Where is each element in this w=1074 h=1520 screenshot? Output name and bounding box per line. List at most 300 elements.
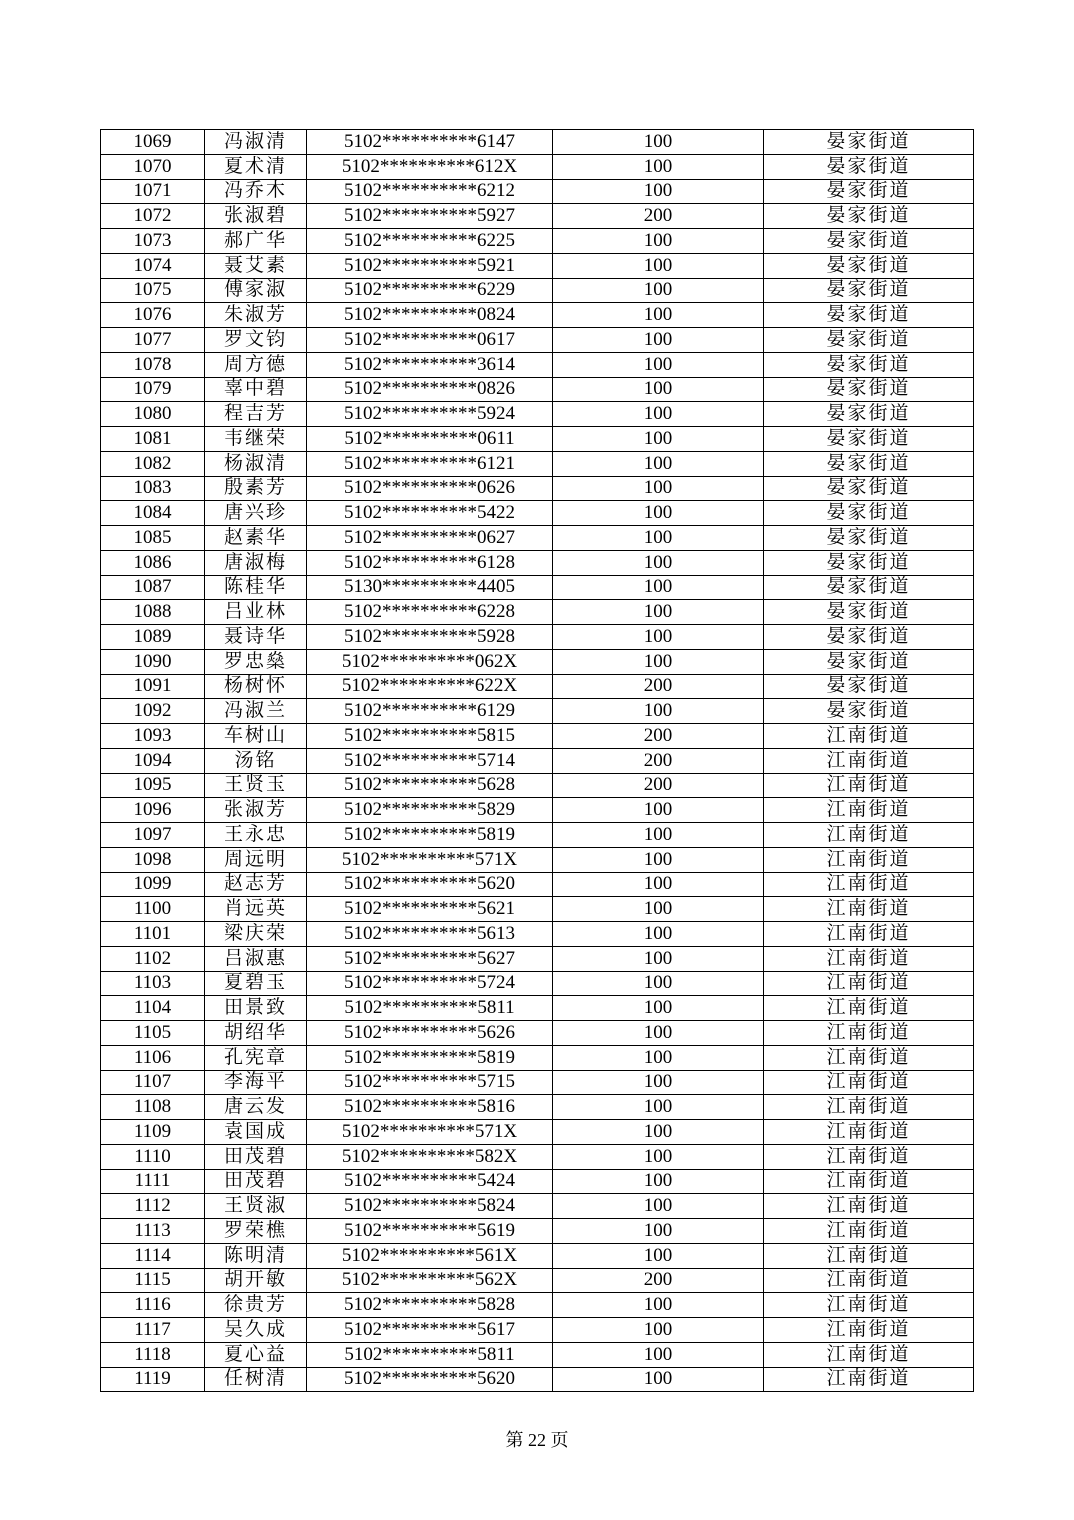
- index-cell: 1084: [101, 501, 205, 526]
- name-cell: 冯乔木: [205, 179, 307, 204]
- amount-cell: 100: [553, 303, 764, 328]
- id-number-cell: 5102**********5627: [307, 946, 553, 971]
- street-cell: 江南街道: [764, 922, 974, 947]
- table-row: [101, 204, 974, 229]
- amount-cell: 100: [553, 971, 764, 996]
- street-cell: 晏家街道: [764, 476, 974, 501]
- name-cell: 杨树怀: [205, 674, 307, 699]
- street-cell: 江南街道: [764, 847, 974, 872]
- street-cell: 江南街道: [764, 1169, 974, 1194]
- id-number-cell: 5102**********0626: [307, 476, 553, 501]
- data-table: [100, 129, 974, 1392]
- street-cell: 晏家街道: [764, 674, 974, 699]
- id-number-cell: 5102**********561X: [307, 1243, 553, 1268]
- table-body: [101, 130, 974, 1392]
- name-cell: 赵志芳: [205, 872, 307, 897]
- name-cell: 吴久成: [205, 1318, 307, 1343]
- street-cell: 晏家街道: [764, 625, 974, 650]
- table-row: [101, 724, 974, 749]
- id-number-cell: 5102**********5921: [307, 253, 553, 278]
- name-cell: 陈明清: [205, 1243, 307, 1268]
- table-row: [101, 1144, 974, 1169]
- index-cell: 1106: [101, 1045, 205, 1070]
- table-row: [101, 971, 974, 996]
- index-cell: 1108: [101, 1095, 205, 1120]
- id-number-cell: 5102**********6128: [307, 550, 553, 575]
- index-cell: 1091: [101, 674, 205, 699]
- name-cell: 朱淑芳: [205, 303, 307, 328]
- amount-cell: 100: [553, 922, 764, 947]
- name-cell: 程吉芳: [205, 402, 307, 427]
- id-number-cell: 5102**********6212: [307, 179, 553, 204]
- amount-cell: 100: [553, 278, 764, 303]
- street-cell: 晏家街道: [764, 328, 974, 353]
- id-number-cell: 5102**********5819: [307, 1045, 553, 1070]
- name-cell: 袁国成: [205, 1120, 307, 1145]
- name-cell: 夏碧玉: [205, 971, 307, 996]
- amount-cell: 100: [553, 897, 764, 922]
- street-cell: 江南街道: [764, 1318, 974, 1343]
- name-cell: 夏心益: [205, 1342, 307, 1367]
- id-number-cell: 5102**********6121: [307, 451, 553, 476]
- table-row: [101, 1219, 974, 1244]
- street-cell: 晏家街道: [764, 130, 974, 155]
- street-cell: 江南街道: [764, 724, 974, 749]
- amount-cell: 100: [553, 1194, 764, 1219]
- id-number-cell: 5102**********5927: [307, 204, 553, 229]
- id-number-cell: 5102**********5613: [307, 922, 553, 947]
- id-number-cell: 5102**********0824: [307, 303, 553, 328]
- index-cell: 1078: [101, 352, 205, 377]
- index-cell: 1115: [101, 1268, 205, 1293]
- amount-cell: 100: [553, 1045, 764, 1070]
- street-cell: 晏家街道: [764, 575, 974, 600]
- table-row: [101, 229, 974, 254]
- table-row: [101, 575, 974, 600]
- street-cell: 江南街道: [764, 1243, 974, 1268]
- amount-cell: 100: [553, 600, 764, 625]
- table-row: [101, 328, 974, 353]
- amount-cell: 100: [553, 328, 764, 353]
- name-cell: 张淑碧: [205, 204, 307, 229]
- amount-cell: 100: [553, 996, 764, 1021]
- index-cell: 1071: [101, 179, 205, 204]
- index-cell: 1097: [101, 823, 205, 848]
- amount-cell: 100: [553, 1169, 764, 1194]
- index-cell: 1087: [101, 575, 205, 600]
- amount-cell: 100: [553, 699, 764, 724]
- id-number-cell: 5102**********5816: [307, 1095, 553, 1120]
- id-number-cell: 5102**********5811: [307, 1342, 553, 1367]
- index-cell: 1114: [101, 1243, 205, 1268]
- street-cell: 晏家街道: [764, 278, 974, 303]
- table-row: [101, 773, 974, 798]
- index-cell: 1103: [101, 971, 205, 996]
- name-cell: 冯淑清: [205, 130, 307, 155]
- name-cell: 张淑芳: [205, 798, 307, 823]
- amount-cell: 100: [553, 501, 764, 526]
- name-cell: 任树清: [205, 1367, 307, 1392]
- name-cell: 孔宪章: [205, 1045, 307, 1070]
- street-cell: 江南街道: [764, 872, 974, 897]
- name-cell: 陈桂华: [205, 575, 307, 600]
- id-number-cell: 5102**********5620: [307, 872, 553, 897]
- index-cell: 1112: [101, 1194, 205, 1219]
- table-row: [101, 253, 974, 278]
- table-row: [101, 476, 974, 501]
- name-cell: 唐兴珍: [205, 501, 307, 526]
- street-cell: 晏家街道: [764, 253, 974, 278]
- amount-cell: 100: [553, 476, 764, 501]
- table-row: [101, 1045, 974, 1070]
- table-row: [101, 946, 974, 971]
- table-row: [101, 1367, 974, 1392]
- street-cell: 晏家街道: [764, 154, 974, 179]
- table-row: [101, 1194, 974, 1219]
- table-row: [101, 501, 974, 526]
- street-cell: 晏家街道: [764, 179, 974, 204]
- street-cell: 江南街道: [764, 1095, 974, 1120]
- amount-cell: 200: [553, 773, 764, 798]
- id-number-cell: 5102**********612X: [307, 154, 553, 179]
- index-cell: 1082: [101, 451, 205, 476]
- table-row: [101, 352, 974, 377]
- name-cell: 胡绍华: [205, 1021, 307, 1046]
- name-cell: 辜中碧: [205, 377, 307, 402]
- table-row: [101, 1021, 974, 1046]
- name-cell: 罗荣樵: [205, 1219, 307, 1244]
- id-number-cell: 5102**********5824: [307, 1194, 553, 1219]
- amount-cell: 100: [553, 1342, 764, 1367]
- index-cell: 1076: [101, 303, 205, 328]
- index-cell: 1095: [101, 773, 205, 798]
- id-number-cell: 5102**********3614: [307, 352, 553, 377]
- street-cell: 江南街道: [764, 1144, 974, 1169]
- index-cell: 1116: [101, 1293, 205, 1318]
- street-cell: 晏家街道: [764, 402, 974, 427]
- street-cell: 江南街道: [764, 773, 974, 798]
- amount-cell: 100: [553, 253, 764, 278]
- index-cell: 1083: [101, 476, 205, 501]
- street-cell: 晏家街道: [764, 600, 974, 625]
- name-cell: 聂诗华: [205, 625, 307, 650]
- amount-cell: 100: [553, 823, 764, 848]
- table-row: [101, 699, 974, 724]
- id-number-cell: 5102**********5620: [307, 1367, 553, 1392]
- index-cell: 1069: [101, 130, 205, 155]
- name-cell: 吕淑惠: [205, 946, 307, 971]
- id-number-cell: 5102**********5828: [307, 1293, 553, 1318]
- id-number-cell: 5102**********622X: [307, 674, 553, 699]
- street-cell: 江南街道: [764, 1367, 974, 1392]
- id-number-cell: 5102**********5811: [307, 996, 553, 1021]
- name-cell: 徐贵芳: [205, 1293, 307, 1318]
- id-number-cell: 5102**********571X: [307, 847, 553, 872]
- index-cell: 1105: [101, 1021, 205, 1046]
- index-cell: 1086: [101, 550, 205, 575]
- name-cell: 田茂碧: [205, 1169, 307, 1194]
- table-row: [101, 600, 974, 625]
- table-row: [101, 823, 974, 848]
- amount-cell: 100: [553, 377, 764, 402]
- index-cell: 1093: [101, 724, 205, 749]
- index-cell: 1118: [101, 1342, 205, 1367]
- name-cell: 杨淑清: [205, 451, 307, 476]
- table-row: [101, 1169, 974, 1194]
- street-cell: 江南街道: [764, 1120, 974, 1145]
- id-number-cell: 5102**********6225: [307, 229, 553, 254]
- amount-cell: 200: [553, 748, 764, 773]
- amount-cell: 100: [553, 427, 764, 452]
- table-row: [101, 278, 974, 303]
- amount-cell: 100: [553, 1219, 764, 1244]
- name-cell: 傅家淑: [205, 278, 307, 303]
- id-number-cell: 5102**********5424: [307, 1169, 553, 1194]
- street-cell: 晏家街道: [764, 352, 974, 377]
- amount-cell: 100: [553, 1318, 764, 1343]
- name-cell: 聂艾素: [205, 253, 307, 278]
- table-row: [101, 1095, 974, 1120]
- id-number-cell: 5102**********0826: [307, 377, 553, 402]
- table-row: [101, 674, 974, 699]
- amount-cell: 100: [553, 1021, 764, 1046]
- index-cell: 1074: [101, 253, 205, 278]
- name-cell: 王贤玉: [205, 773, 307, 798]
- table-row: [101, 154, 974, 179]
- name-cell: 李海平: [205, 1070, 307, 1095]
- amount-cell: 200: [553, 724, 764, 749]
- street-cell: 晏家街道: [764, 229, 974, 254]
- id-number-cell: 5102**********0627: [307, 526, 553, 551]
- amount-cell: 100: [553, 451, 764, 476]
- index-cell: 1089: [101, 625, 205, 650]
- table-row: [101, 1243, 974, 1268]
- index-cell: 1104: [101, 996, 205, 1021]
- page-number: 第 22 页: [505, 1430, 569, 1450]
- id-number-cell: 5102**********5617: [307, 1318, 553, 1343]
- table-row: [101, 451, 974, 476]
- name-cell: 唐云发: [205, 1095, 307, 1120]
- table-row: [101, 179, 974, 204]
- index-cell: 1113: [101, 1219, 205, 1244]
- table-row: [101, 526, 974, 551]
- index-cell: 1077: [101, 328, 205, 353]
- id-number-cell: 5102**********5422: [307, 501, 553, 526]
- id-number-cell: 5102**********5626: [307, 1021, 553, 1046]
- id-number-cell: 5102**********5628: [307, 773, 553, 798]
- index-cell: 1098: [101, 847, 205, 872]
- id-number-cell: 5102**********6147: [307, 130, 553, 155]
- name-cell: 田景致: [205, 996, 307, 1021]
- street-cell: 江南街道: [764, 823, 974, 848]
- id-number-cell: 5102**********5928: [307, 625, 553, 650]
- index-cell: 1073: [101, 229, 205, 254]
- id-number-cell: 5102**********5924: [307, 402, 553, 427]
- street-cell: 晏家街道: [764, 550, 974, 575]
- table-row: [101, 748, 974, 773]
- index-cell: 1110: [101, 1144, 205, 1169]
- table-row: [101, 1342, 974, 1367]
- index-cell: 1101: [101, 922, 205, 947]
- id-number-cell: 5102**********0617: [307, 328, 553, 353]
- street-cell: 晏家街道: [764, 451, 974, 476]
- index-cell: 1119: [101, 1367, 205, 1392]
- amount-cell: 100: [553, 402, 764, 427]
- street-cell: 江南街道: [764, 1268, 974, 1293]
- id-number-cell: 5102**********062X: [307, 649, 553, 674]
- index-cell: 1072: [101, 204, 205, 229]
- table-row: [101, 377, 974, 402]
- amount-cell: 100: [553, 154, 764, 179]
- name-cell: 夏术清: [205, 154, 307, 179]
- amount-cell: 100: [553, 1095, 764, 1120]
- name-cell: 郝广华: [205, 229, 307, 254]
- amount-cell: 100: [553, 1144, 764, 1169]
- street-cell: 江南街道: [764, 1070, 974, 1095]
- table-row: [101, 1318, 974, 1343]
- name-cell: 梁庆荣: [205, 922, 307, 947]
- index-cell: 1117: [101, 1318, 205, 1343]
- table-row: [101, 427, 974, 452]
- id-number-cell: 5102**********582X: [307, 1144, 553, 1169]
- table-row: [101, 1268, 974, 1293]
- amount-cell: 100: [553, 625, 764, 650]
- name-cell: 唐淑梅: [205, 550, 307, 575]
- id-number-cell: 5102**********562X: [307, 1268, 553, 1293]
- street-cell: 江南街道: [764, 1342, 974, 1367]
- name-cell: 汤铭: [205, 748, 307, 773]
- street-cell: 江南街道: [764, 1293, 974, 1318]
- amount-cell: 100: [553, 649, 764, 674]
- street-cell: 晏家街道: [764, 526, 974, 551]
- id-number-cell: 5102**********6228: [307, 600, 553, 625]
- id-number-cell: 5102**********5715: [307, 1070, 553, 1095]
- index-cell: 1079: [101, 377, 205, 402]
- amount-cell: 100: [553, 130, 764, 155]
- index-cell: 1107: [101, 1070, 205, 1095]
- table-row: [101, 922, 974, 947]
- name-cell: 赵素华: [205, 526, 307, 551]
- street-cell: 晏家街道: [764, 303, 974, 328]
- amount-cell: 100: [553, 872, 764, 897]
- street-cell: 江南街道: [764, 996, 974, 1021]
- street-cell: 晏家街道: [764, 427, 974, 452]
- table-row: [101, 798, 974, 823]
- index-cell: 1080: [101, 402, 205, 427]
- street-cell: 晏家街道: [764, 204, 974, 229]
- street-cell: 江南街道: [764, 946, 974, 971]
- amount-cell: 100: [553, 1293, 764, 1318]
- name-cell: 车树山: [205, 724, 307, 749]
- name-cell: 胡开敏: [205, 1268, 307, 1293]
- amount-cell: 100: [553, 1243, 764, 1268]
- index-cell: 1081: [101, 427, 205, 452]
- street-cell: 晏家街道: [764, 649, 974, 674]
- street-cell: 江南街道: [764, 1021, 974, 1046]
- amount-cell: 100: [553, 1070, 764, 1095]
- street-cell: 江南街道: [764, 748, 974, 773]
- amount-cell: 100: [553, 798, 764, 823]
- amount-cell: 200: [553, 674, 764, 699]
- street-cell: 江南街道: [764, 798, 974, 823]
- table-row: [101, 847, 974, 872]
- amount-cell: 100: [553, 526, 764, 551]
- amount-cell: 100: [553, 179, 764, 204]
- name-cell: 王贤淑: [205, 1194, 307, 1219]
- amount-cell: 100: [553, 946, 764, 971]
- amount-cell: 100: [553, 1367, 764, 1392]
- name-cell: 周远明: [205, 847, 307, 872]
- table-row: [101, 1120, 974, 1145]
- street-cell: 晏家街道: [764, 377, 974, 402]
- index-cell: 1092: [101, 699, 205, 724]
- amount-cell: 200: [553, 204, 764, 229]
- index-cell: 1099: [101, 872, 205, 897]
- index-cell: 1090: [101, 649, 205, 674]
- name-cell: 吕业林: [205, 600, 307, 625]
- table-row: [101, 625, 974, 650]
- amount-cell: 100: [553, 575, 764, 600]
- id-number-cell: 5102**********5724: [307, 971, 553, 996]
- amount-cell: 100: [553, 229, 764, 254]
- street-cell: 江南街道: [764, 1219, 974, 1244]
- id-number-cell: 5102**********6229: [307, 278, 553, 303]
- index-cell: 1094: [101, 748, 205, 773]
- street-cell: 江南街道: [764, 1194, 974, 1219]
- index-cell: 1111: [101, 1169, 205, 1194]
- table-row: [101, 303, 974, 328]
- index-cell: 1100: [101, 897, 205, 922]
- name-cell: 田茂碧: [205, 1144, 307, 1169]
- name-cell: 韦继荣: [205, 427, 307, 452]
- name-cell: 罗忠燊: [205, 649, 307, 674]
- table-row: [101, 1070, 974, 1095]
- amount-cell: 100: [553, 1120, 764, 1145]
- id-number-cell: 5102**********571X: [307, 1120, 553, 1145]
- street-cell: 江南街道: [764, 971, 974, 996]
- index-cell: 1075: [101, 278, 205, 303]
- amount-cell: 100: [553, 847, 764, 872]
- id-number-cell: 5102**********5829: [307, 798, 553, 823]
- index-cell: 1070: [101, 154, 205, 179]
- index-cell: 1096: [101, 798, 205, 823]
- index-cell: 1085: [101, 526, 205, 551]
- id-number-cell: 5102**********5819: [307, 823, 553, 848]
- id-number-cell: 5102**********5619: [307, 1219, 553, 1244]
- amount-cell: 100: [553, 550, 764, 575]
- index-cell: 1088: [101, 600, 205, 625]
- id-number-cell: 5102**********0611: [307, 427, 553, 452]
- index-cell: 1102: [101, 946, 205, 971]
- table-row: [101, 550, 974, 575]
- table-row: [101, 897, 974, 922]
- name-cell: 冯淑兰: [205, 699, 307, 724]
- id-number-cell: 5102**********5621: [307, 897, 553, 922]
- id-number-cell: 5102**********5815: [307, 724, 553, 749]
- amount-cell: 200: [553, 1268, 764, 1293]
- name-cell: 殷素芳: [205, 476, 307, 501]
- table-row: [101, 996, 974, 1021]
- name-cell: 肖远英: [205, 897, 307, 922]
- street-cell: 晏家街道: [764, 501, 974, 526]
- table-row: [101, 1293, 974, 1318]
- street-cell: 江南街道: [764, 1045, 974, 1070]
- name-cell: 罗文钧: [205, 328, 307, 353]
- street-cell: 江南街道: [764, 897, 974, 922]
- id-number-cell: 5130**********4405: [307, 575, 553, 600]
- name-cell: 王永忠: [205, 823, 307, 848]
- id-number-cell: 5102**********5714: [307, 748, 553, 773]
